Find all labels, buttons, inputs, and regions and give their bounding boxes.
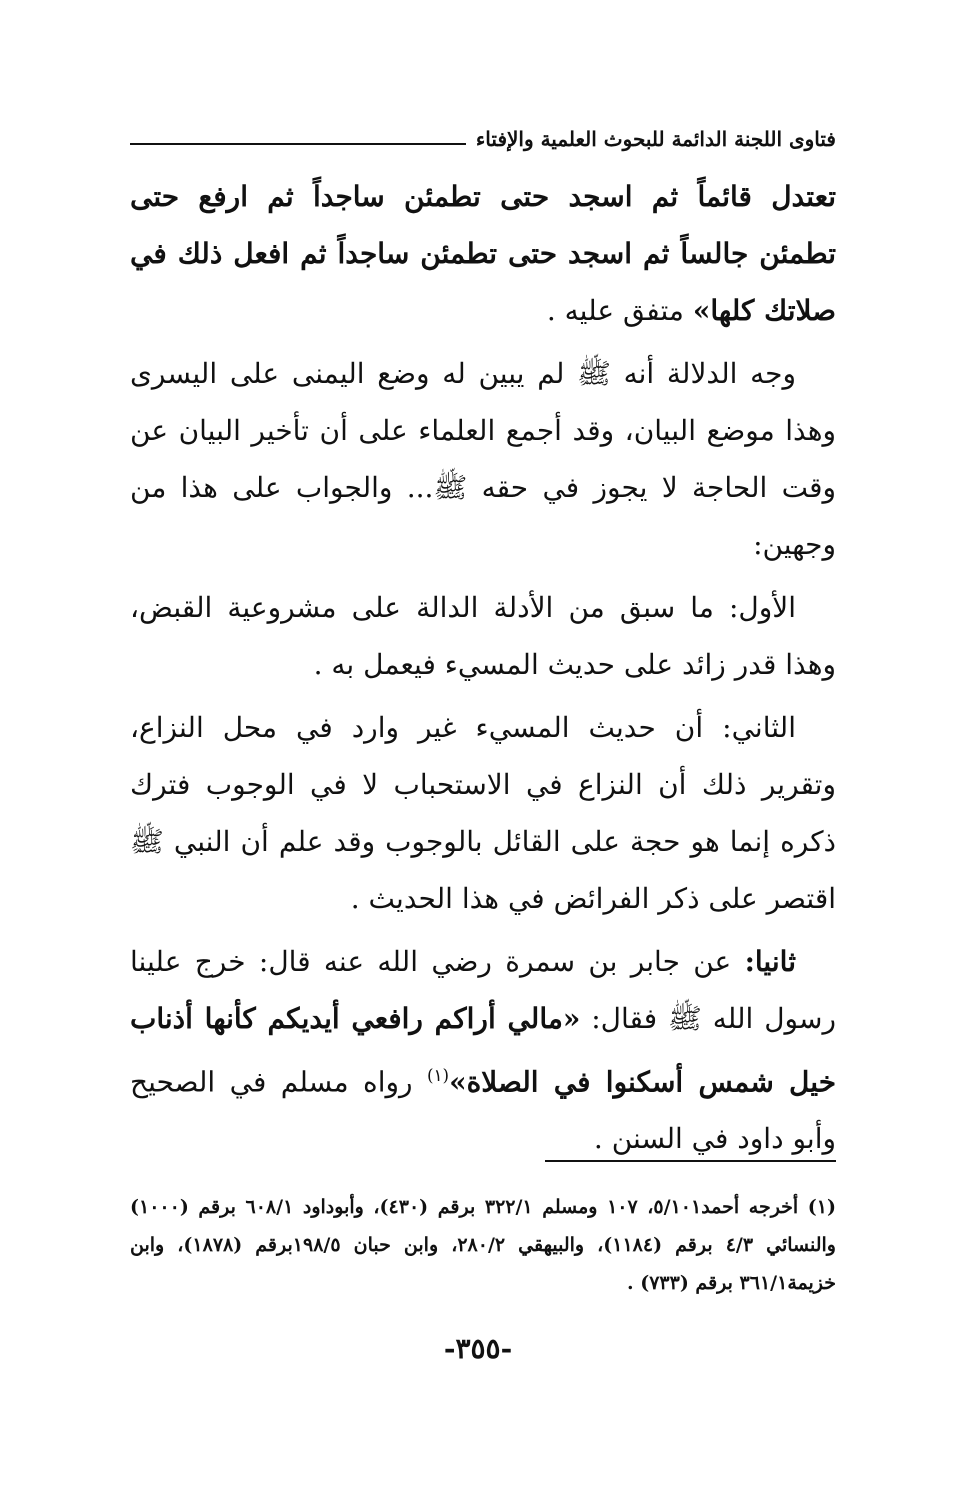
agreed-upon-note: متفق عليه . [546,294,693,327]
footnote [130,1188,836,1302]
second-label: ثانيا: [744,945,796,978]
footnote-1: (١) أخرجه أحمد٥/١٠١، ١٠٧ ومسلم ٣٢٢/١ برقم (٤٣٠)، وأبوداود ٦٠٨/١ برقم (١٠٠٠) والنسائي ٤/٣ برقم (١١٨٤)، والبيهقي ٢٨٠/٢، وابن حبان ١٩٨/٥برقم (١٨٧٨)، وابن خزيمة٣٦١/١ برقم (٧٣٣) . [130,1196,837,1294]
paragraph-3: الأول: ما سبق من الأدلة الدالة على مشروعية القبض، وهذا قدر زائد على حديث المسيء فيعمل به . [130,591,836,681]
paragraph-4: الثاني: أن حديث المسيء غير وارد في محل النزاع، وتقرير ذلك أن النزاع في الاستحباب لا في الوجوب فترك ذكره إنما هو حجة على القائل بالوجوب وقد علم أن النبي ﷺ اقتصر على ذكر الفرائض في هذا الحديث . [130,711,836,915]
running-header [130,112,836,152]
header-rule [130,143,466,145]
paragraph-1 [130,168,836,339]
hadith-continuation: تعتدل قائماً ثم اسجد حتى تطمئن ساجداً ثم ارفع حتى تطمئن جالساً ثم اسجد حتى تطمئن ساجداً ثم افعل ذلك في صلاتك كلها» [130,180,836,327]
paragraph-2: وجه الدلالة أنه ﷺ لم يبين له وضع اليمنى على اليسرى وهذا موضع البيان، وقد أجمع العلماء على أن تأخير البيان عن وقت الحاجة لا يجوز في حقه ﷺ... والجواب على هذا من وجهين: [130,357,836,561]
narration-intro: عن جابر بن سمرة رضي الله عنه قال: خرج علينا رسول الله ﷺ فقال: [130,945,836,1035]
page-number: -٣٥٥- [443,1332,513,1365]
body-text [130,168,836,1173]
narration-source: رواه مسلم في الصحيح وأبو داود في السنن . [130,1065,836,1156]
footnote-reference: (١) [426,1065,450,1085]
paragraph-5 [130,933,836,1167]
hadith-quote: «مالي أراكم رافعي أيديكم كأنها أذناب خيل شمس أسكنوا في الصلاة» [130,1002,837,1099]
footnote-separator [545,1160,836,1162]
header-title: فتاوى اللجنة الدائمة للبحوث العلمية والإفتاء [475,127,836,151]
